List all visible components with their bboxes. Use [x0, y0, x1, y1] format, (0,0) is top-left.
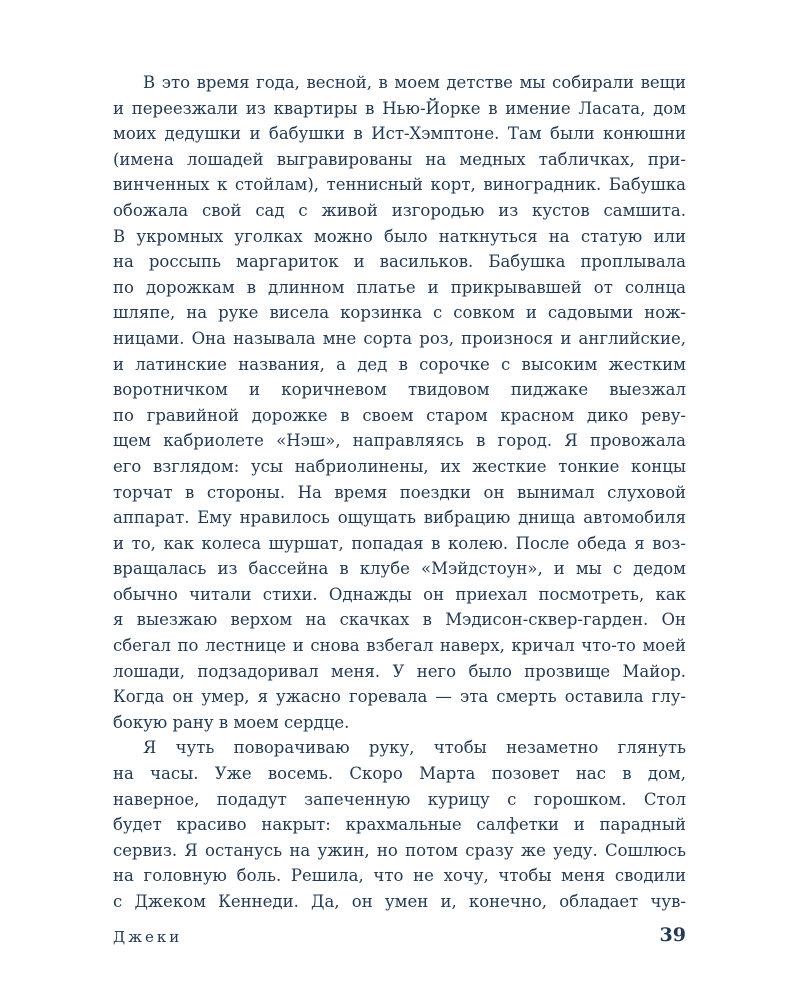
text-line: щем кабриолете «Нэш», направляясь в город. Я провожала — [113, 431, 686, 451]
text-line: на часы. Уже восемь. Скоро Марта позовет нас в дом, — [113, 764, 686, 784]
text-line: я выезжаю верхом на скачках в Мэдисон-сквер-гарден. Он — [113, 610, 686, 630]
text-line: Я чуть поворачиваю руку, чтобы незаметно глянуть — [143, 738, 686, 758]
text-line: ницами. Она называла мне сорта роз, произнося и английские, — [113, 328, 686, 348]
text-line: бокую рану в моем сердце. — [113, 712, 350, 732]
body-text — [113, 70, 686, 915]
text-line: обожала свой сад с живой изгородью из кустов самшита. — [113, 200, 686, 220]
running-title: Джеки — [113, 928, 183, 946]
text-line: Когда он умер, я ужасно горевала — эта смерть оставила глу- — [113, 687, 686, 707]
text-line: обычно читали стихи. Однажды он приехал посмотреть, как — [113, 584, 686, 604]
text-line: на россыпь маргариток и васильков. Бабушка проплывала — [113, 252, 686, 272]
text-line: сбегал по лестнице и снова взбегал наверх, кричал что-то моей — [113, 636, 686, 656]
text-line: лошади, подзадоривал меня. У него было прозвище Майор. — [113, 661, 686, 681]
text-line: шляпе, на руке висела корзинка с совком и садовыми нож- — [113, 303, 686, 323]
text-line: по дорожкам в длинном платье и прикрывавшей от солнца — [113, 277, 686, 297]
text-line: по гравийной дорожке в своем старом красном дико реву- — [113, 405, 686, 425]
text-line: на головную боль. Решила, что не хочу, чтобы меня сводили — [113, 866, 686, 886]
paragraph — [113, 735, 686, 914]
text-line: вращалась из бассейна в клубе «Мэйдстоун», и мы с дедом — [113, 559, 686, 579]
text-line: торчат в стороны. На время поездки он вынимал слуховой — [113, 482, 686, 502]
page-number: 39 — [659, 924, 686, 946]
text-line: будет красиво накрыт: крахмальные салфетки и парадный — [113, 815, 686, 835]
text-line: винченных к стойлам), теннисный корт, виноградник. Бабушка — [113, 175, 686, 195]
text-line: В это время года, весной, в моем детстве мы собирали вещи — [143, 73, 686, 92]
text-line: и то, как колеса шуршат, попадая в колею. После обеда я воз- — [113, 533, 686, 553]
text-line: сервиз. Я останусь на ужин, но потом сразу же уеду. Сошлюсь — [113, 840, 686, 860]
text-line: моих дедушки и бабушки в Ист-Хэмптоне. Там были конюшни — [113, 124, 686, 144]
text-line: наверное, подадут запеченную курицу с горошком. Стол — [113, 789, 686, 809]
text-line: с Джеком Кеннеди. Да, он умен и, конечно, обладает чув- — [113, 892, 686, 911]
text-line: и переезжали из квартиры в Нью-Йорке в имение Ласата, дом — [113, 98, 686, 118]
text-line: воротничком и коричневом твидовом пиджаке выезжал — [113, 380, 686, 400]
text-line: В укромных уголках можно было наткнуться на статую или — [113, 226, 686, 246]
text-line: его взглядом: усы набриолинены, их жесткие тонкие концы — [113, 456, 686, 476]
text-line: аппарат. Ему нравилось ощущать вибрацию днища автомобиля — [113, 508, 686, 528]
text-line: и латинские названия, а дед в сорочке с высоким жестким — [113, 354, 686, 374]
paragraph — [113, 70, 686, 735]
text-line: (имена лошадей выгравированы на медных табличках, при- — [113, 149, 686, 169]
